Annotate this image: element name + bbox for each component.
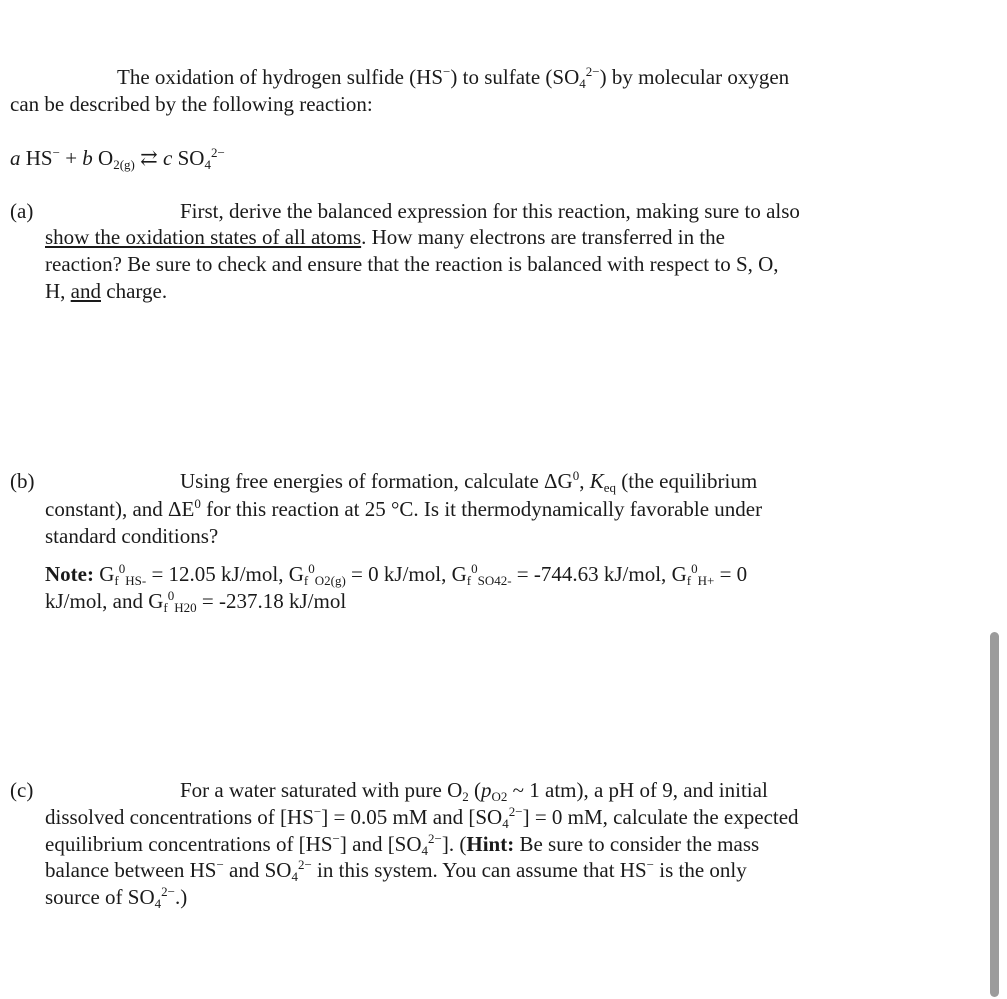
sup-zero: 0 <box>167 588 175 603</box>
charge-sup: 2− <box>585 64 600 79</box>
part-b-line-3: standard conditions? <box>45 524 219 548</box>
part-a-text: charge. <box>101 279 168 303</box>
h-sub: H+ <box>697 573 715 588</box>
part-a-line-4 <box>45 278 167 304</box>
part-c-line-3 <box>45 831 759 857</box>
minus-sup: − <box>313 804 322 819</box>
part-b-text: constant), and ΔE <box>45 497 195 521</box>
h2o-sub: H20 <box>174 600 197 615</box>
sub-4: 4 <box>502 816 509 831</box>
oxidation-states-emphasis: show the oxidation states of all atoms <box>45 225 362 249</box>
part-a-text: H, <box>45 279 71 303</box>
k-sub: eq <box>603 480 617 495</box>
charge-sup: 2− <box>161 884 175 899</box>
h2o-value: = -237.18 kJ/mol <box>196 589 347 613</box>
sup-zero: 0 <box>572 468 580 483</box>
f-sub: f <box>163 600 168 615</box>
part-b-text: (the equilibrium <box>616 469 758 493</box>
o2-sub: 2 <box>462 789 469 804</box>
part-c-line-5 <box>45 884 187 910</box>
so4-value: = -744.63 kJ/mol, <box>511 562 672 586</box>
sub-4: 4 <box>154 896 162 911</box>
part-a-label: (a) <box>10 199 34 223</box>
part-c-text: dissolved concentrations of [HS <box>45 805 314 829</box>
g-symbol: G <box>671 562 687 586</box>
charge-sup: 2− <box>428 831 442 846</box>
part-a-text: . How many electrons are transferred in the <box>361 225 725 249</box>
minus-sup: − <box>52 145 60 160</box>
part-b-text: for this reaction at 25 °C. Is it thermodynamically favorable under <box>200 497 763 521</box>
minus-sup: − <box>216 857 224 872</box>
sup-zero: 0 <box>194 496 201 511</box>
hs-sub: HS- <box>125 573 147 588</box>
minus-sup: − <box>443 64 451 79</box>
part-c-text: source of SO <box>45 885 155 909</box>
f-sub: f <box>466 573 472 588</box>
and-emphasis: and <box>70 279 101 303</box>
o2-value: = 0 kJ/mol, <box>345 562 452 586</box>
minus-sup: − <box>332 831 340 846</box>
h-value: = 0 <box>714 562 748 586</box>
intro-line-2: can be described by the following reaction: <box>10 92 373 116</box>
so4-species: SO <box>177 146 205 170</box>
o2-species: O <box>98 146 114 170</box>
hs-species: HS <box>25 146 53 170</box>
charge-sup: 2− <box>508 804 523 819</box>
part-c-text: is the only <box>653 858 747 882</box>
part-c-text: equilibrium concentrations of [HS <box>45 832 333 856</box>
intro-text: ) by molecular oxygen <box>599 65 790 89</box>
o2-sub: 2(g) <box>113 157 135 172</box>
part-a-line-3: reaction? Be sure to check and ensure that the reaction is balanced with respect to S, O, <box>45 252 779 276</box>
part-b-label: (b) <box>10 469 35 493</box>
part-c-line-2 <box>45 804 799 830</box>
g-symbol: G <box>99 562 115 586</box>
part-b-text: , <box>579 469 590 493</box>
part-a-line-2 <box>45 224 725 250</box>
note-label: Note: <box>45 562 94 586</box>
p-symbol: p <box>481 778 492 802</box>
so4-sub: SO42- <box>477 573 512 588</box>
o2-sub: O2(g) <box>314 573 346 588</box>
sup-zero: 0 <box>308 561 315 576</box>
sub-4: 4 <box>579 76 586 91</box>
intro-line-1 <box>117 64 789 90</box>
sub-4: 4 <box>291 869 298 884</box>
g-symbol: G <box>148 589 164 613</box>
part-c-label: (c) <box>10 778 34 802</box>
part-c-line-1 <box>180 777 768 803</box>
part-c-line-4 <box>45 857 747 883</box>
part-c-text: balance between HS <box>45 858 217 882</box>
so4-sup: 2− <box>210 145 225 160</box>
note-text: kJ/mol, and <box>45 589 149 613</box>
part-c-text: ]. ( <box>441 832 467 856</box>
part-c-text: Be sure to consider the mass <box>514 832 760 856</box>
reaction-equation <box>10 145 225 171</box>
intro-text: ) to sulfate (SO <box>450 65 580 89</box>
part-c-text: For a water saturated with pure O <box>180 778 463 802</box>
part-c-text: ] = 0 mM, calculate the expected <box>522 805 799 829</box>
g-symbol: G <box>451 562 467 586</box>
part-b-line-1 <box>180 468 757 494</box>
vertical-scrollbar[interactable] <box>990 632 999 997</box>
coef-a: a <box>10 146 21 170</box>
f-sub: f <box>114 573 119 588</box>
part-b-line-2 <box>45 496 762 522</box>
part-c-text: .) <box>175 885 188 909</box>
k-symbol: K <box>589 469 604 493</box>
part-c-text: and SO <box>223 858 292 882</box>
minus-sup: − <box>646 857 654 872</box>
intro-text: The oxidation of hydrogen sulfide (HS <box>117 65 444 89</box>
part-c-text: ] and [SO <box>339 832 422 856</box>
part-c-text: ] = 0.05 mM and [SO <box>321 805 503 829</box>
sup-zero: 0 <box>118 561 126 576</box>
plus-sign: + <box>65 146 78 170</box>
f-sub: f <box>303 573 309 588</box>
charge-sup: 2− <box>297 857 312 872</box>
sub-4: 4 <box>421 843 429 858</box>
f-sub: f <box>686 573 692 588</box>
sup-zero: 0 <box>691 561 698 576</box>
part-b-note-line-2 <box>45 588 346 614</box>
part-c-text: ( <box>468 778 481 802</box>
part-b-note-line-1 <box>45 561 747 587</box>
so4-sub: 4 <box>204 157 211 172</box>
hint-label: Hint: <box>466 832 515 856</box>
equilibrium-arrow: ⇄ <box>140 146 158 170</box>
part-b-text: Using free energies of formation, calculate ΔG <box>180 469 573 493</box>
g-symbol: G <box>288 562 304 586</box>
coef-c: c <box>163 146 173 170</box>
part-c-text: ~ 1 atm), a pH of 9, and initial <box>507 778 768 802</box>
hs-value: = 12.05 kJ/mol, <box>146 562 289 586</box>
coef-b: b <box>82 146 93 170</box>
sup-zero: 0 <box>471 561 478 576</box>
part-a-line-1: First, derive the balanced expression for this reaction, making sure to also <box>180 199 800 223</box>
p-sub: O2 <box>491 789 508 804</box>
part-c-text: in this system. You can assume that HS <box>311 858 647 882</box>
